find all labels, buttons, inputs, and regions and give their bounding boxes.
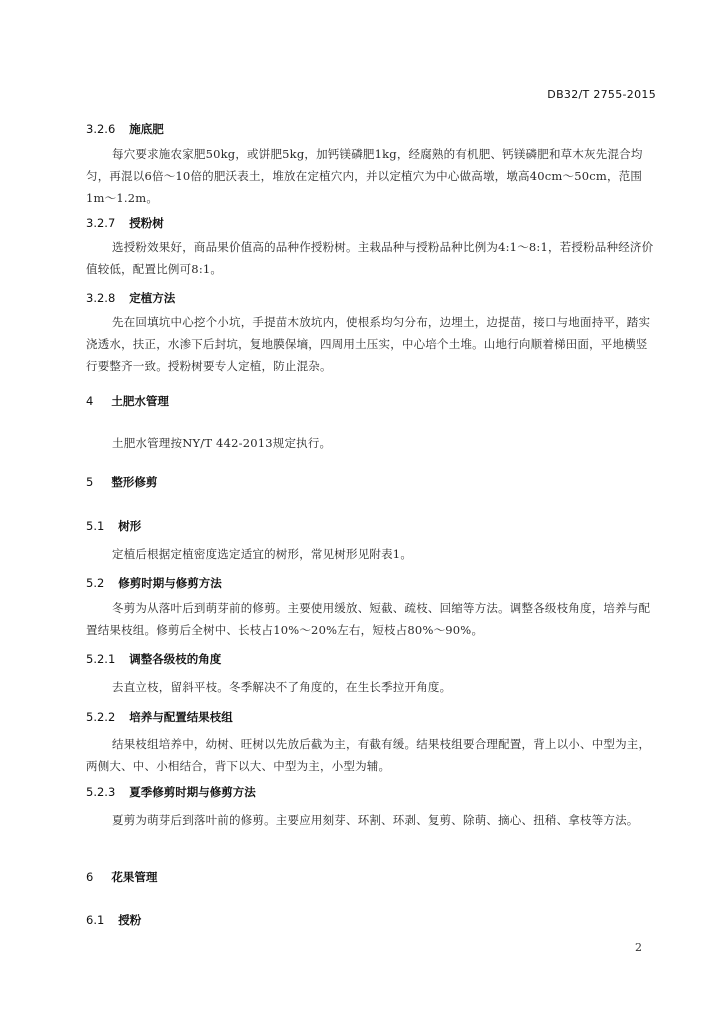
section-body-5-1: 定植后根据定植密度选定适宜的树形，常见树形见附表1。 [112,547,413,561]
section-body-3-2-6: 每穴要求施农家肥50kg，或饼肥5kg，加钙镁磷肥1kg，经腐熟的有机肥、钙镁磷肥和草木灰先混合均匀，再混以6倍～10倍的肥沃表土，堆放在定植穴内，并以定植穴为中心做高墩，墩高40cm～50cm，范围1m～1.2m。 [86,147,643,205]
section-number: 5.1 [86,519,105,533]
section-number: 6 [86,870,94,884]
section-heading-3-2-6 [86,121,164,137]
document-id-header: DB32/T 2755-2015 [547,88,656,101]
section-number: 3.2.8 [86,291,116,305]
section-body-5-2-3: 夏剪为萌芽后到落叶前的修剪。主要应用刻芽、环割、环剥、复剪、除萌、摘心、扭稍、拿枝等方法。 [112,813,639,827]
section-number: 5.2.2 [86,710,116,724]
section-title: 调整各级枝的角度 [129,652,222,666]
section-number: 5.2 [86,576,105,590]
section-number: 5.2.1 [86,652,116,666]
section-heading-6 [86,869,157,885]
section-number: 6.1 [86,913,105,927]
section-title: 授粉 [118,913,142,927]
section-title: 授粉树 [129,216,164,230]
section-heading-3-2-8 [86,290,175,306]
page-number: 2 [635,941,642,954]
section-heading-3-2-7 [86,215,164,231]
section-body-3-2-8: 先在回填坑中心挖个小坑，手提苗木放坑内，使根系均匀分布，边埋土，边提苗，接口与地面持平，踏实浇透水，扶正，水渗下后封坑，复地膜保墒，四周用土压实，中心培个土堆。山地行向顺着梯田面，平地横竖行要整齐一致。授粉树要专人定植，防止混杂。 [86,315,651,373]
section-title: 树形 [118,519,142,533]
section-number: 5 [86,475,94,489]
section-title: 花果管理 [111,870,158,884]
section-body-5-2: 冬剪为从落叶后到萌芽前的修剪。主要使用缓放、短截、疏枝、回缩等方法。调整各级枝角度，培养与配置结果枝组。修剪后全树中、长枝占10%～20%左右，短枝占80%～90%。 [86,601,651,637]
section-title: 修剪时期与修剪方法 [118,576,222,590]
section-number: 3.2.6 [86,122,116,136]
section-body-5-2-2: 结果枝组培养中，幼树、旺树以先放后截为主，有截有缓。结果枝组要合理配置，背上以小、中型为主，两侧大、中、小相结合，背下以大、中型为主，小型为辅。 [86,737,651,773]
section-heading-5-1 [86,518,141,534]
section-title: 培养与配置结果枝组 [129,710,233,724]
section-heading-5-2 [86,575,222,591]
section-heading-4 [86,393,169,409]
section-heading-5 [86,474,157,490]
section-body-5-2-1: 去直立枝，留斜平枝。冬季解决不了角度的，在生长季拉开角度。 [112,680,452,694]
section-title: 夏季修剪时期与修剪方法 [129,785,256,799]
section-heading-5-2-2 [86,709,233,725]
section-number: 3.2.7 [86,216,116,230]
section-body-4: 土肥水管理按NY/T 442-2013规定执行。 [112,436,332,450]
section-body-3-2-7: 选授粉效果好，商品果价值高的品种作授粉树。主栽品种与授粉品种比例为4:1～8:1，若授粉品种经济价值较低，配置比例可8:1。 [86,240,654,276]
section-heading-5-2-3 [86,784,256,800]
section-title: 整形修剪 [111,475,158,489]
section-title: 土肥水管理 [111,394,169,408]
section-number: 5.2.3 [86,785,116,799]
section-number: 4 [86,394,94,408]
section-heading-5-2-1 [86,651,221,667]
section-heading-6-1 [86,912,141,928]
section-title: 施底肥 [129,122,164,136]
section-title: 定植方法 [129,291,176,305]
